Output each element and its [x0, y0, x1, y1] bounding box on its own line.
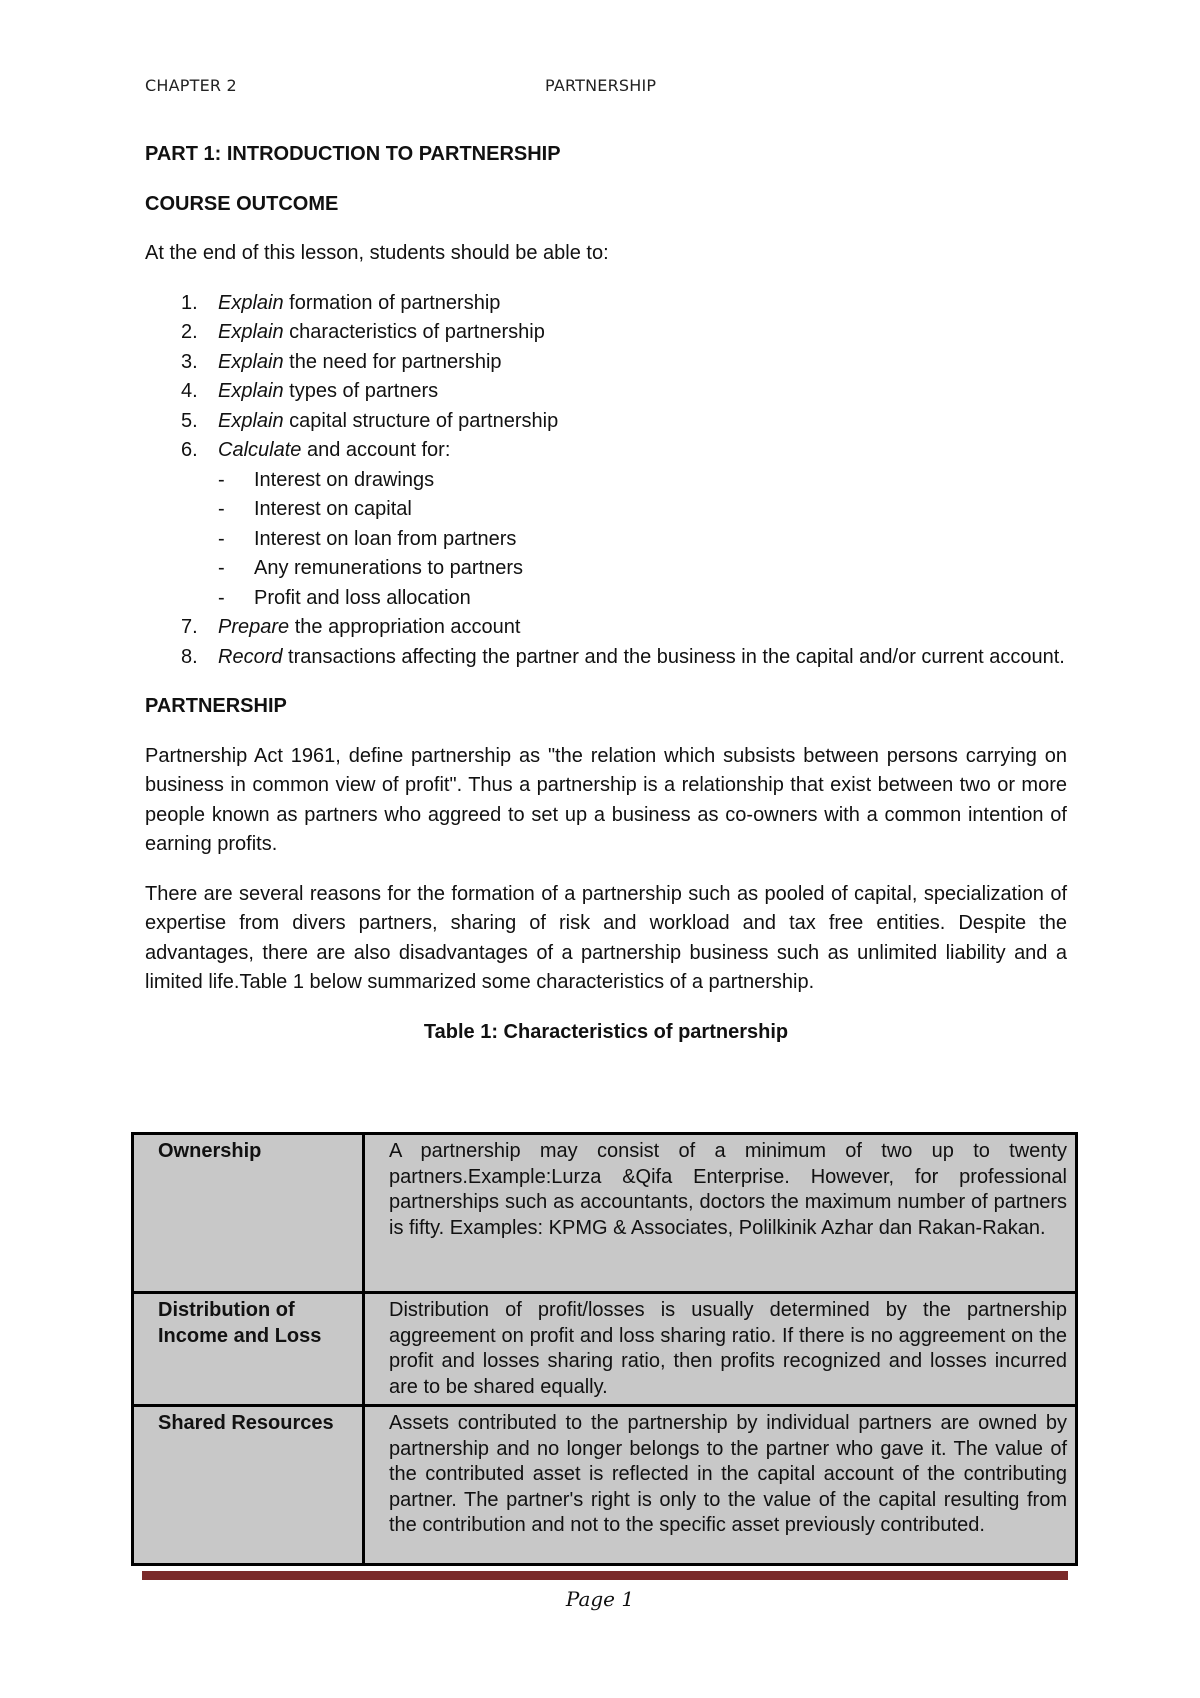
- outcome-verb: Explain: [218, 321, 284, 343]
- sub-item-text: Any remunerations to partners: [254, 557, 524, 579]
- page-number: Page 1: [565, 1587, 635, 1611]
- dash-bullet: -: [218, 498, 225, 520]
- outcome-item: [145, 613, 1067, 643]
- dash-bullet: -: [218, 527, 225, 550]
- sub-item: [218, 466, 1067, 496]
- outcome-text: capital structure of partnership: [283, 409, 559, 432]
- outcome-item: [145, 289, 1067, 319]
- table-key-cell: Shared Resources: [133, 1406, 364, 1565]
- sub-item-text: Interest on drawings: [254, 468, 435, 491]
- outcome-item: [145, 643, 1067, 673]
- outcome-verb: Calculate: [218, 439, 302, 461]
- sub-item: [218, 584, 1067, 614]
- table-value-cell: Assets contributed to the partnership by individual partners are owned by partnership and no longer belongs to the partner who gave it. The value of the contributed asset is reflected in the capital account of the contributing partner. The partner's right is only to the value of the capital resulting from the contribution and not to the specific asset previously contributed.: [364, 1406, 1077, 1565]
- calculation-sublist: [218, 466, 1067, 614]
- header-chapter: CHAPTER 2: [145, 76, 237, 95]
- dash-bullet: -: [218, 557, 225, 579]
- outcome-item: [145, 407, 1067, 437]
- characteristics-table: [131, 1132, 1078, 1566]
- outcome-text: characteristics of partnership: [283, 321, 545, 343]
- footer-rule: [142, 1571, 1068, 1580]
- table-key-cell: Distribution of Income and Loss: [133, 1293, 364, 1406]
- outcome-verb: Prepare: [218, 616, 290, 638]
- outcome-text: the appropriation account: [289, 616, 521, 638]
- outcome-text: formation of partnership: [283, 291, 501, 314]
- outcome-item: [145, 377, 1067, 407]
- sub-item: [218, 554, 1067, 584]
- part-title: PART 1: INTRODUCTION TO PARTNERSHIP: [145, 143, 561, 165]
- course-outcome-heading: COURSE OUTCOME: [145, 192, 339, 215]
- sub-item-text: Interest on loan from partners: [254, 527, 517, 550]
- table-caption: Table 1: Characteristics of partnership: [423, 1020, 789, 1043]
- table-row: [133, 1406, 1077, 1565]
- outcome-number: 3.: [181, 350, 198, 373]
- table-value-cell: A partnership may consist of a minimum of two up to twenty partners.Example:Lurza &Qifa Enterprise. However, for professional partnerships such as accountants, doctors the maximum number of partners is fifty. Examples: KPMG & Associates, Polilkinik Azhar dan Rakan-Rakan.: [364, 1134, 1077, 1293]
- outcome-item: [145, 318, 1067, 348]
- outcome-number: 1.: [181, 291, 198, 314]
- header-topic: PARTNERSHIP: [545, 76, 657, 95]
- outcome-number: 8.: [181, 645, 198, 668]
- table-row: [133, 1293, 1077, 1406]
- outcome-text: the need for partnership: [283, 350, 502, 373]
- main-content: [145, 140, 1067, 1063]
- outcome-verb: Explain: [218, 409, 284, 432]
- dash-bullet: -: [218, 468, 225, 491]
- outcome-list: [145, 289, 1067, 673]
- dash-bullet: -: [218, 586, 225, 609]
- sub-item-text: Interest on capital: [254, 498, 412, 520]
- outcome-number: 7.: [181, 616, 198, 638]
- sub-item: [218, 495, 1067, 525]
- outcome-text: and account for:: [301, 439, 451, 461]
- outcome-number: 5.: [181, 409, 198, 432]
- partnership-heading: PARTNERSHIP: [145, 695, 287, 717]
- outcome-text: types of partners: [283, 380, 439, 402]
- course-outcome-intro: At the end of this lesson, students should be able to:: [145, 242, 609, 264]
- outcome-verb: Explain: [218, 380, 284, 402]
- table-value-cell: Distribution of profit/losses is usually determined by the partnership aggreement on profit and loss sharing ratio. If there is no aggreement on the profit and losses sharing ratio, then profits recognized and losses incurred are to be shared equally.: [364, 1293, 1077, 1406]
- outcome-number: 2.: [181, 321, 198, 343]
- sub-item-text: Profit and loss allocation: [254, 586, 471, 609]
- partnership-reasons-paragraph: There are several reasons for the formation of a partnership such as pooled of capital, specialization of expertise from divers partners, sharing of risk and workload and tax free entities. Despite the advantages, there are also disadvantages of a partnership business such as unlimited liability and a limited life.Table 1 below summarized some characteristics of a partnership.: [145, 882, 1067, 993]
- outcome-number: 4.: [181, 380, 198, 402]
- table-key-cell: Ownership: [133, 1134, 364, 1293]
- outcome-item: [145, 436, 1067, 613]
- partnership-definition-paragraph: Partnership Act 1961, define partnership as "the relation which subsists between persons carrying on business in common view of profit". Thus a partnership is a relationship that exist between two or more people known as partners who aggreed to set up a business as co-owners with a common intention of earning profits.: [145, 744, 1067, 855]
- outcome-item: [145, 348, 1067, 378]
- outcome-number: 6.: [181, 439, 198, 461]
- outcome-verb: Record: [218, 645, 283, 668]
- outcome-text: transactions affecting the partner and the business in the capital and/or current account.: [282, 645, 1065, 668]
- table-row: [133, 1134, 1077, 1293]
- outcome-verb: Explain: [218, 291, 284, 314]
- sub-item: [218, 525, 1067, 555]
- outcome-verb: Explain: [218, 350, 284, 373]
